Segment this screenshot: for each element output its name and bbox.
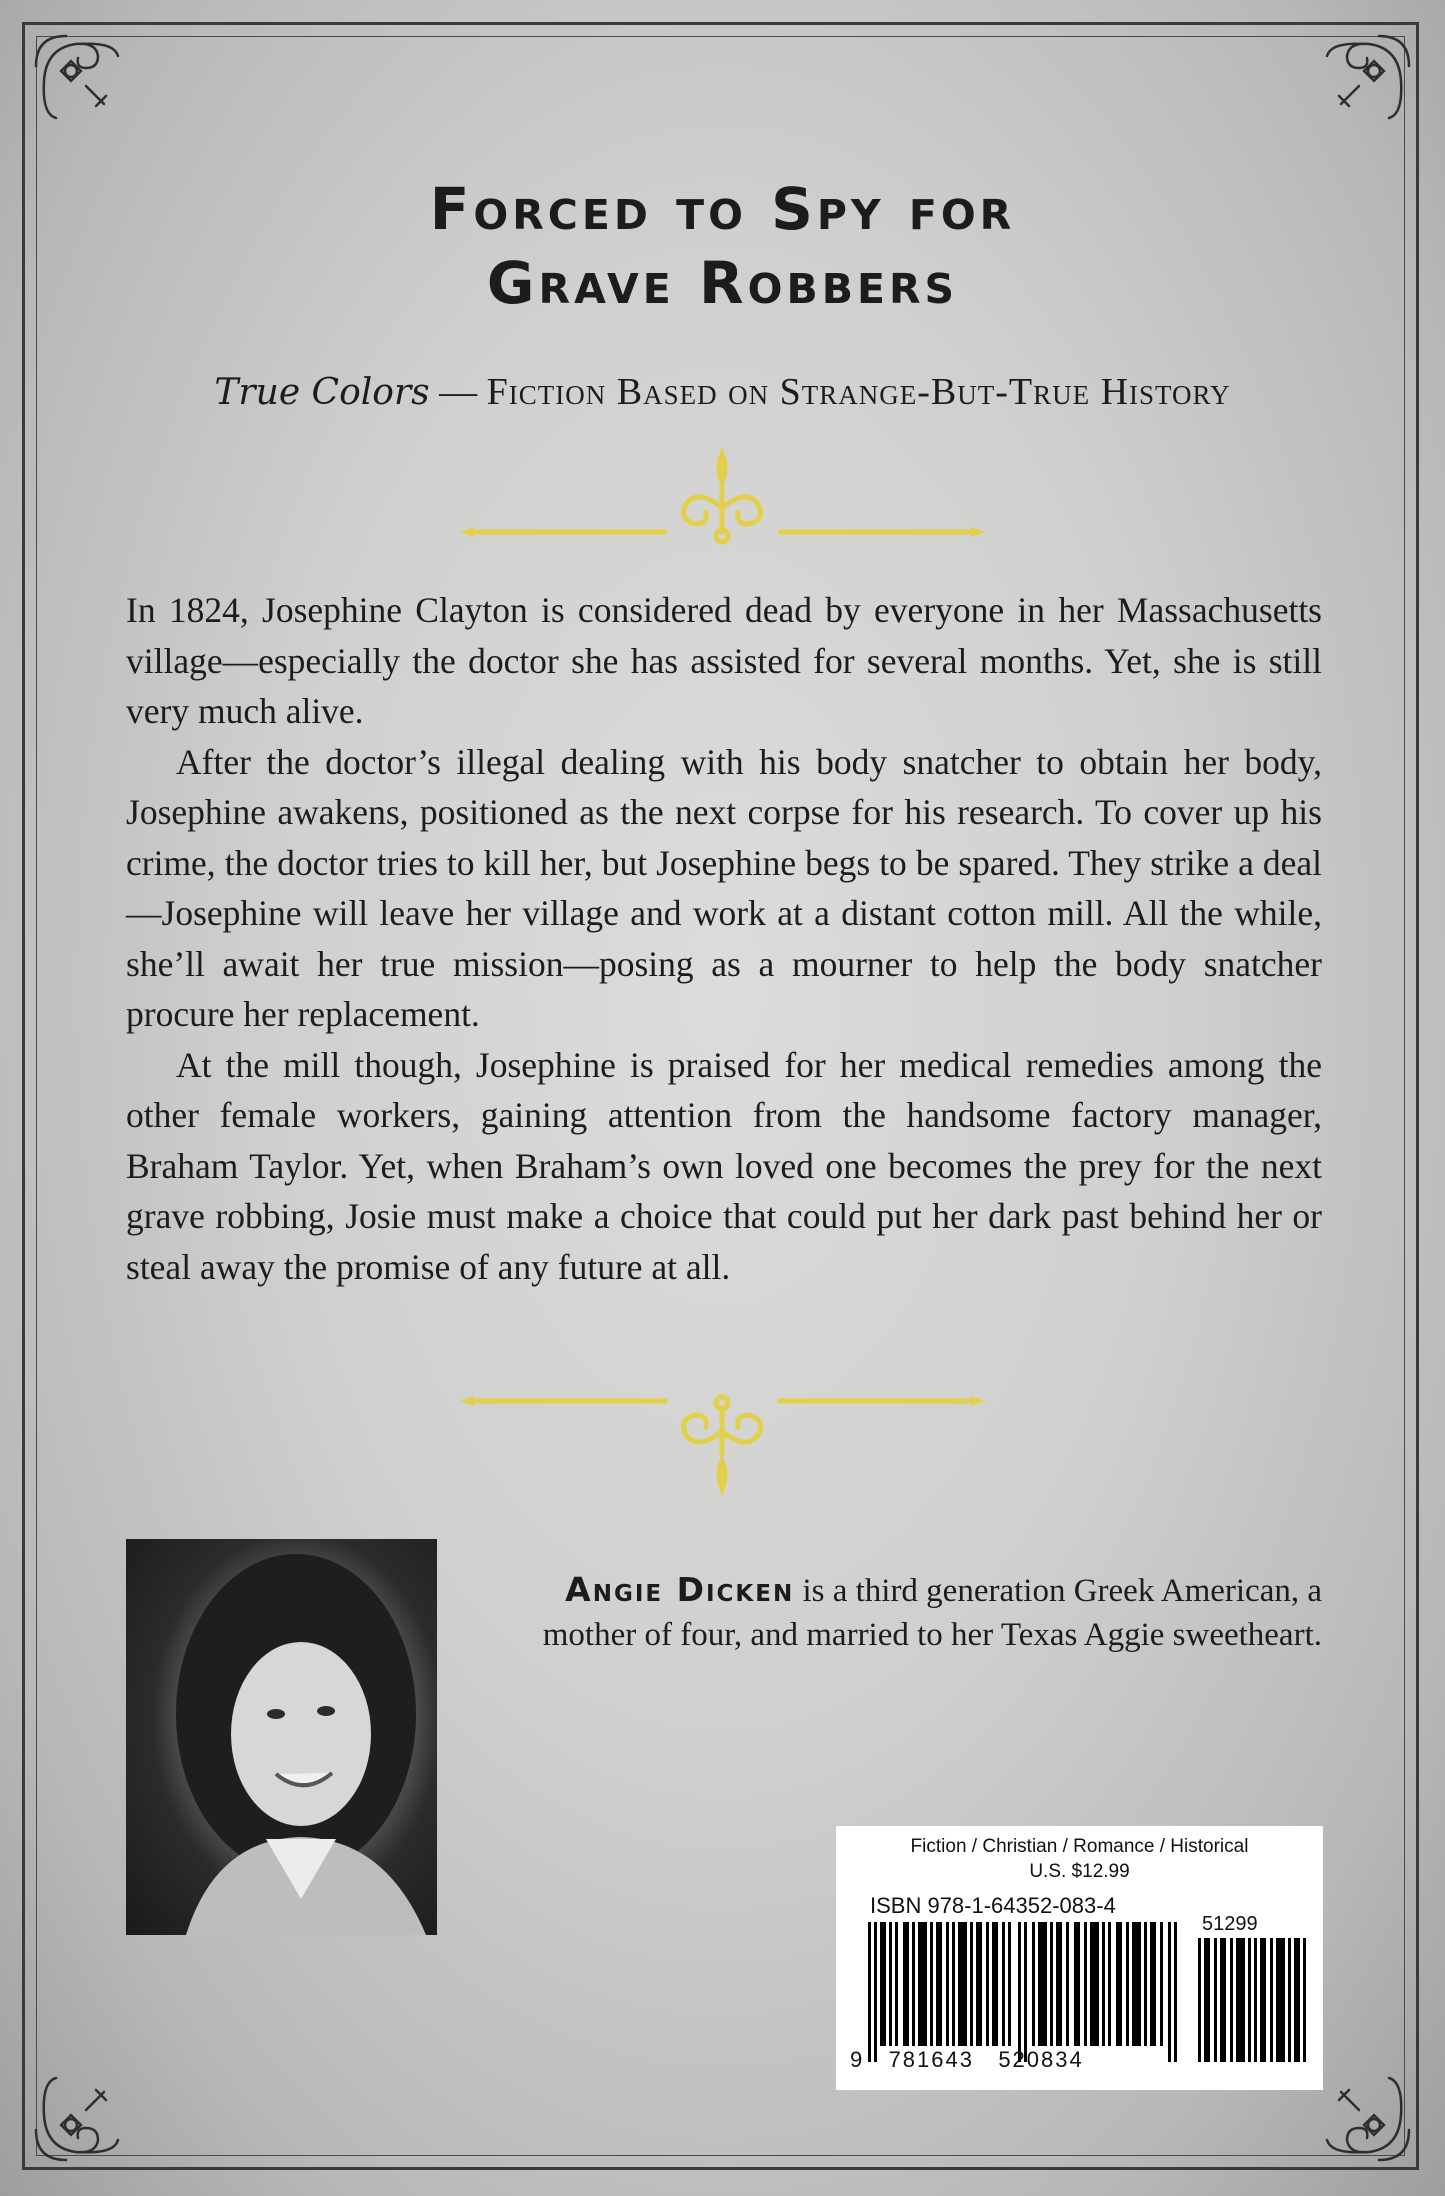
corner-flourish-icon [26,26,136,136]
addon-code: 51299 [1202,1913,1258,1935]
corner-flourish-icon [1309,26,1419,136]
isbn-label: ISBN 978-1-64352-083-4 [870,1893,1116,1918]
series-dash: — [439,371,478,413]
series-subtitle: Fiction Based on Strange-But-True History [486,371,1231,413]
author-bio [474,1568,1322,1657]
price-label: U.S. $12.99 [1029,1861,1130,1882]
headline [0,172,1445,320]
headline-line-2: Grave Robbers [486,249,959,317]
book-blurb [126,585,1322,1292]
addon-barcode-icon [1198,1938,1306,2062]
ornamental-divider-icon [460,448,985,558]
blurb-paragraph: In 1824, Josephine Clayton is considered dead by everyone in her Massachusetts village—especially the doctor she has assisted for several months. Yet, she is still very much alive. [126,590,1322,731]
ornamental-divider-icon [460,1385,985,1495]
series-name: True Colors [214,372,430,413]
blurb-paragraph: After the doctor’s illegal dealing with his body snatcher to obtain her body, Josephine awakens, positioned as the next corpse for his research. To cover up his crime, the doctor tries to kill her, but Josephine begs to be spared. They strike a deal—Josephine will leave her village and work at a distant cotton mill. All the while, she’ll await her true mission—posing as a mourner to help the body snatcher procure her replacement. [126,741,1322,1034]
barcode-icon [868,1922,1180,2062]
bisac-category: Fiction / Christian / Romance / Historical [910,1836,1249,1857]
corner-flourish-icon [26,2060,136,2170]
barcode-digits: 9 781643 520834 [850,2047,1084,2072]
series-tagline [0,370,1445,414]
author-photo [126,1539,437,1935]
author-name: Angie Dicken [565,1570,795,1609]
blurb-paragraph: At the mill though, Josephine is praised for her medical remedies among the other female workers, gaining attention from the handsome factory manager, Braham Taylor. Yet, when Braham’s own loved one becomes the prey for the next grave robbing, Josie must make a choice that could put her dark past behind her or steal away the promise of any future at all. [126,1044,1322,1287]
barcode-panel [836,1826,1323,2090]
headline-line-1: Forced to Spy for [429,175,1016,243]
author-bio-text: is a third generation Greek American, a mother of four, and married to her Texas Aggie sweetheart. [542,1573,1322,1653]
corner-flourish-icon [1309,2060,1419,2170]
